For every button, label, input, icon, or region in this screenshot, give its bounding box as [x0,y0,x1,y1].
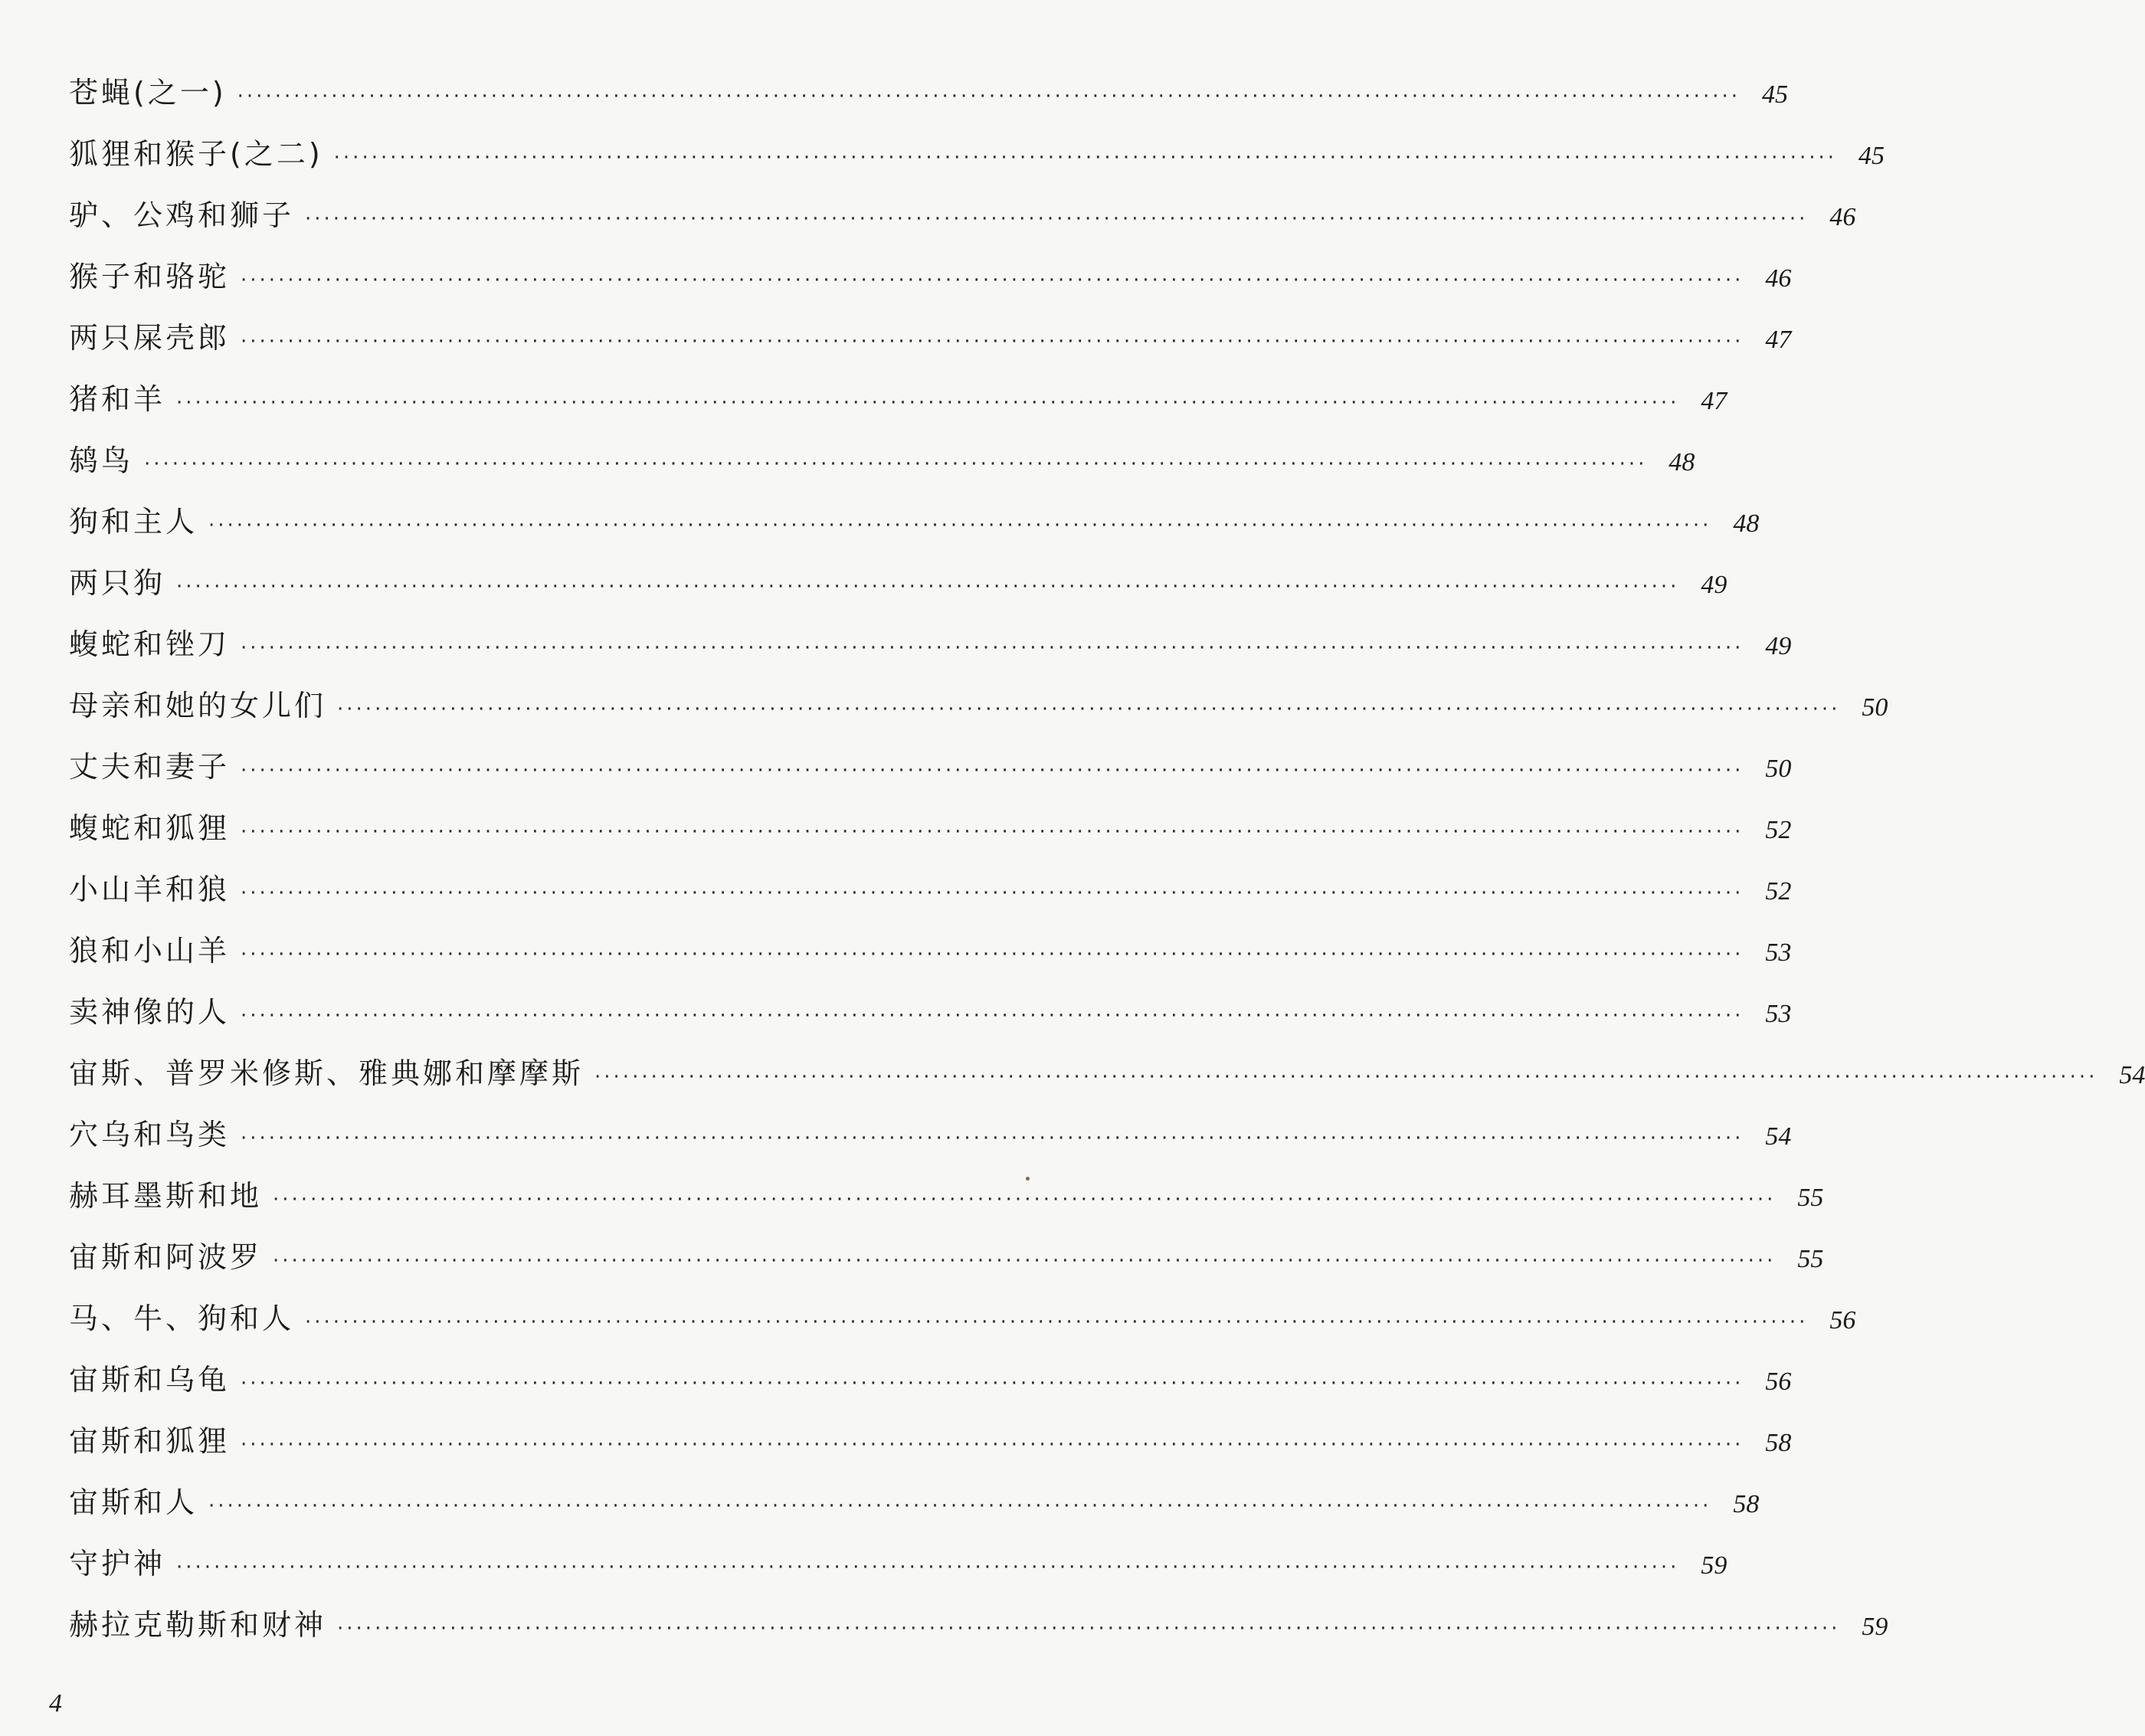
toc-entry [69,1232,1824,1293]
toc-entry [69,619,1792,680]
toc-entry [69,1600,1888,1661]
toc-entry-page: 47 [1701,387,1727,415]
toc-entry-page: 45 [1762,80,1788,109]
toc-entry-title: 蝮蛇和锉刀 [69,627,231,661]
toc-entry [69,1354,1792,1416]
toc-entry-page: 56 [1829,1306,1856,1335]
toc-entry-title: 卖神像的人 [69,995,231,1029]
toc-entry [69,742,1792,803]
toc-entry [69,1293,1856,1354]
dot-leader: ································································································································································ [208,1495,1712,1518]
table-of-contents [69,67,2145,1661]
toc-entry-page: 46 [1829,203,1856,231]
toc-entry-title: 驴、公鸡和狮子 [69,198,295,232]
dot-leader: ································································································································································ [241,943,1744,966]
toc-entry [69,1109,1792,1171]
dot-leader: ································································································································································ [241,637,1744,660]
toc-entry-page: 59 [1701,1551,1727,1580]
toc-entry-title: 鸫鸟 [69,444,134,477]
dot-leader: ································································································································································ [241,1004,1744,1027]
dot-leader: ································································································································································ [241,759,1744,782]
toc-entry-page: 54 [1765,1122,1792,1151]
toc-entry-page: 55 [1797,1184,1824,1212]
dot-leader: ································································································································································ [305,1311,1809,1334]
toc-entry-page: 56 [1765,1368,1792,1396]
toc-entry-title: 小山羊和狼 [69,873,231,906]
page-number: 4 [49,1689,62,1718]
toc-entry-page: 53 [1765,1000,1792,1028]
toc-entry-title: 苍蝇(之一) [69,76,227,110]
toc-entry-title: 狼和小山羊 [69,934,231,968]
dot-leader: ································································································································································ [144,453,1648,476]
dot-leader: ································································································································································ [273,1250,1777,1273]
toc-entry-title: 狗和主人 [69,505,198,539]
dot-leader: ································································································································································ [594,1066,2098,1089]
paper-speck [1026,1177,1030,1181]
toc-entry [69,1048,2145,1109]
dot-leader: ································································································································································ [176,391,1680,414]
dot-leader: ································································································································································ [208,514,1712,537]
toc-entry-title: 马、牛、狗和人 [69,1302,295,1335]
toc-entry [69,1171,1824,1232]
dot-leader: ································································································································································ [241,1372,1744,1395]
toc-entry-page: 49 [1765,632,1792,660]
toc-entry [69,987,1792,1048]
dot-leader: ································································································································································ [333,146,1837,169]
toc-entry [69,925,1792,987]
toc-entry-title: 狐狸和猴子(之二) [69,137,323,171]
toc-entry [69,435,1695,496]
toc-entry [69,1416,1792,1477]
toc-entry-title: 丈夫和妻子 [69,750,231,784]
toc-entry-page: 48 [1733,509,1760,538]
toc-entry-title: 宙斯和阿波罗 [69,1240,263,1274]
dot-leader: ································································································································································ [241,1433,1744,1456]
dot-leader: ································································································································································ [241,1127,1744,1150]
toc-entry-title: 宙斯和人 [69,1485,198,1519]
toc-entry-page: 50 [1765,755,1792,783]
toc-entry-page: 53 [1765,938,1792,967]
toc-entry-page: 54 [2119,1061,2145,1089]
toc-entry [69,1477,1760,1538]
dot-leader: ································································································································································ [337,698,1841,721]
dot-leader: ································································································································································ [305,208,1809,231]
toc-entry-page: 59 [1862,1613,1888,1641]
toc-entry-title: 两只狗 [69,566,166,600]
toc-entry-page: 49 [1701,571,1727,599]
toc-entry-title: 两只屎壳郎 [69,321,231,355]
toc-entry-page: 50 [1862,693,1888,722]
toc-entry [69,190,1856,251]
toc-entry-title: 赫耳墨斯和地 [69,1179,263,1213]
toc-entry-title: 赫拉克勒斯和财神 [69,1608,327,1642]
toc-entry [69,374,1727,435]
toc-entry-title: 穴乌和鸟类 [69,1118,231,1151]
dot-leader: ································································································································································ [273,1188,1777,1211]
toc-entry-page: 48 [1669,448,1695,477]
dot-leader: ································································································································································ [241,330,1744,353]
dot-leader: ································································································································································ [237,85,1741,108]
toc-entry [69,864,1792,925]
dot-leader: ································································································································································ [241,821,1744,843]
toc-entry [69,313,1792,374]
toc-entry [69,129,1885,190]
toc-entry [69,1538,1727,1600]
dot-leader: ································································································································································ [241,269,1744,292]
toc-entry-page: 55 [1797,1245,1824,1273]
toc-entry-page: 58 [1733,1490,1760,1518]
toc-entry-page: 52 [1765,877,1792,906]
toc-entry-title: 母亲和她的女儿们 [69,689,327,722]
dot-leader: ································································································································································ [241,882,1744,905]
toc-entry-page: 58 [1765,1429,1792,1457]
toc-entry-page: 45 [1858,142,1885,170]
toc-entry-title: 宙斯、普罗米修斯、雅典娜和摩摩斯 [69,1056,585,1090]
toc-entry [69,558,1727,619]
toc-entry-title: 猪和羊 [69,382,166,416]
dot-leader: ································································································································································ [176,1556,1680,1579]
dot-leader: ································································································································································ [176,575,1680,598]
toc-entry-title: 守护神 [69,1547,166,1580]
toc-entry-title: 宙斯和狐狸 [69,1424,231,1458]
toc-entry-title: 蝮蛇和狐狸 [69,811,231,845]
toc-entry [69,680,1888,742]
dot-leader: ································································································································································ [337,1617,1841,1640]
toc-entry [69,803,1792,864]
toc-entry [69,251,1792,313]
toc-entry-page: 46 [1765,264,1792,293]
toc-entry-title: 猴子和骆驼 [69,260,231,293]
toc-entry-page: 47 [1765,326,1792,354]
toc-entry-title: 宙斯和乌龟 [69,1363,231,1397]
toc-entry [69,496,1760,558]
toc-entry [69,67,1788,129]
toc-entry-page: 52 [1765,816,1792,844]
